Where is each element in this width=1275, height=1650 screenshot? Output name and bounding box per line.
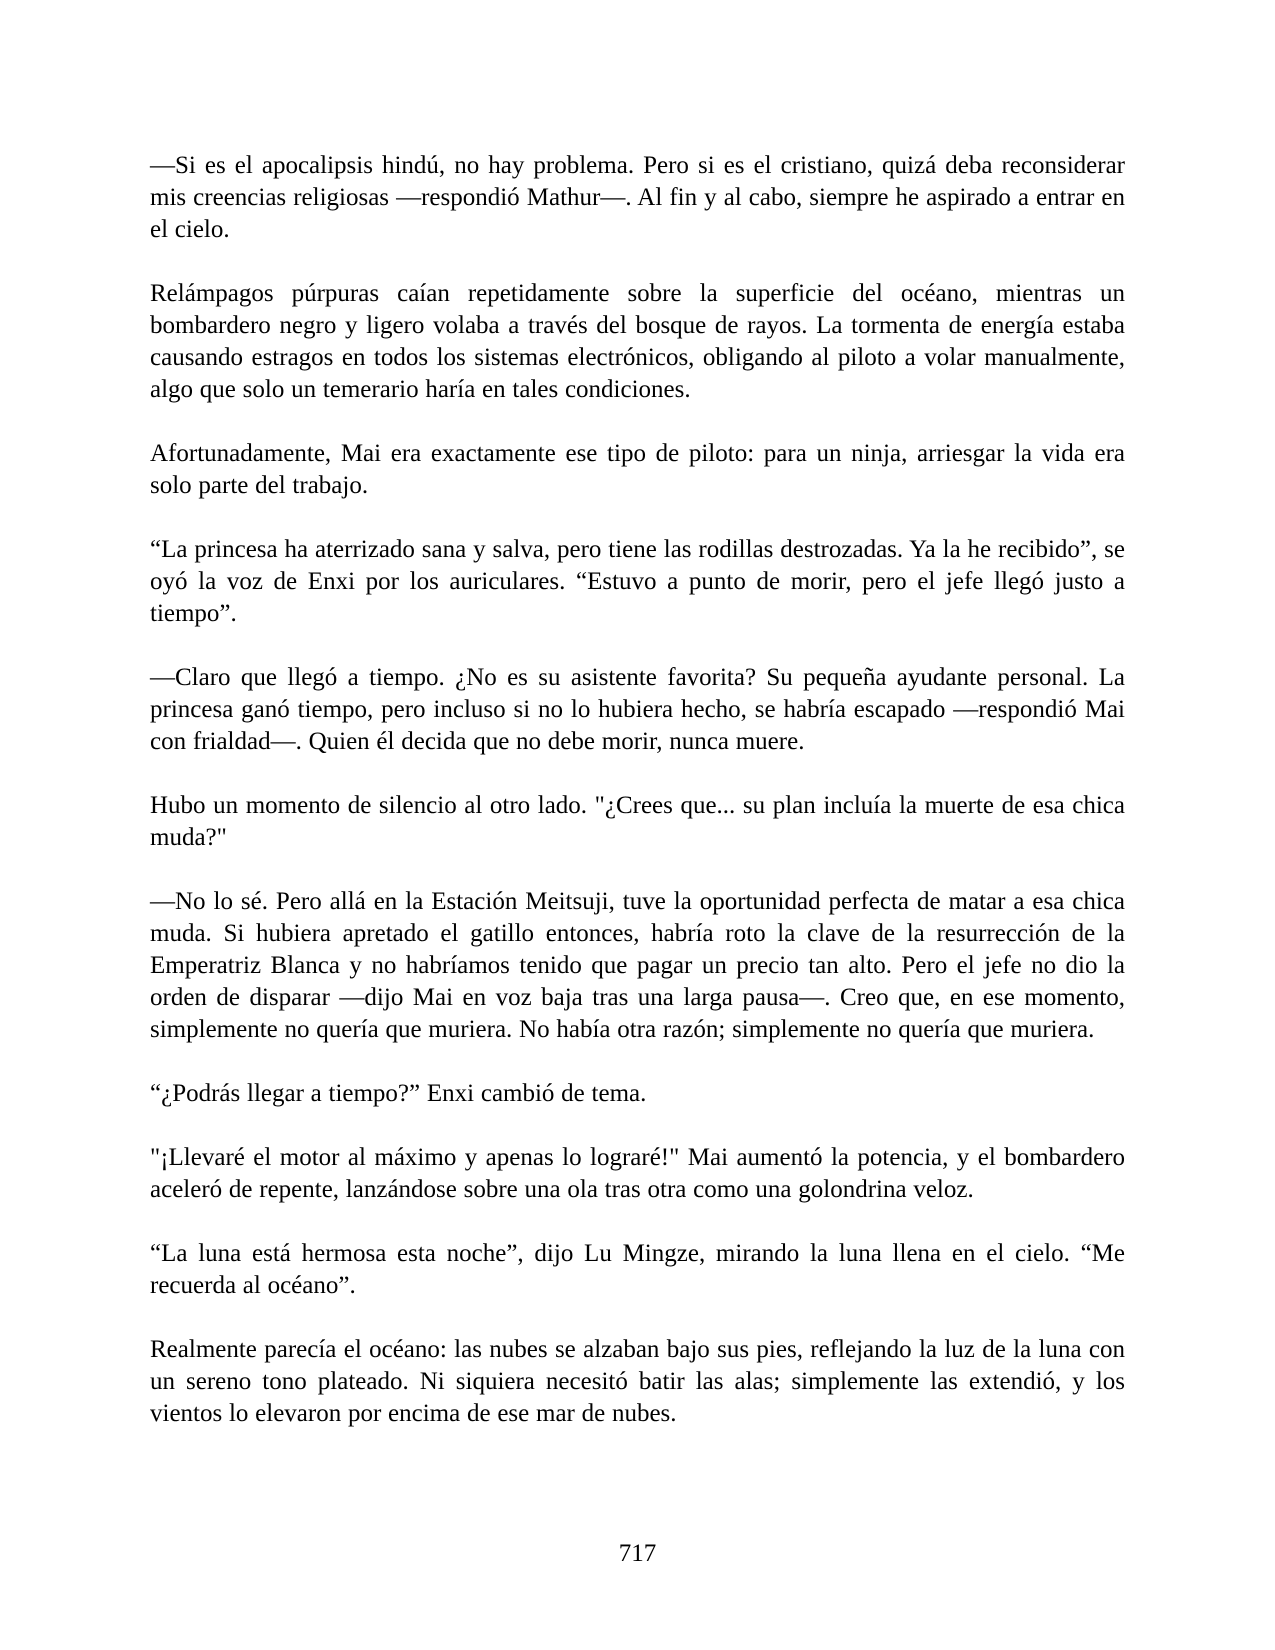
paragraph: Realmente parecía el océano: las nubes se alzaban bajo sus pies, reflejando la luz de la luna con un sereno tono plateado. Ni siquiera necesitó batir las alas; simplemente las extendió, y los vientos lo elevaron por encima de ese mar de nubes. bbox=[150, 1336, 1125, 1427]
paragraph: —No lo sé. Pero allá en la Estación Meitsuji, tuve la oportunidad perfecta de matar a esa chica muda. Si hubiera apretado el gatillo entonces, habría roto la clave de la resurrección de la Emperatriz Blanca y no habríamos tenido que pagar un precio tan alto. Pero el jefe no dio la orden de disparar —dijo Mai en voz baja tras una larga pausa—. Creo que, en ese momento, simplemente no quería que muriera. No había otra razón; simplemente no quería que muriera. bbox=[150, 888, 1125, 1043]
paragraph: Relámpagos púrpuras caían repetidamente sobre la superficie del océano, mientras un bombardero negro y ligero volaba a través del bosque de rayos. La tormenta de energía estaba causando estragos en todos los sistemas electrónicos, obligando al piloto a volar manualmente, algo que solo un temerario haría en tales condiciones. bbox=[150, 280, 1125, 403]
paragraph: —Claro que llegó a tiempo. ¿No es su asistente favorita? Su pequeña ayudante personal. La princesa ganó tiempo, pero incluso si no lo hubiera hecho, se habría escapado —respondió Mai con frialdad—. Quien él decida que no debe morir, nunca muere. bbox=[150, 664, 1125, 755]
paragraph: Hubo un momento de silencio al otro lado. "¿Crees que... su plan incluía la muerte de esa chica muda?" bbox=[150, 792, 1125, 851]
paragraph: —Si es el apocalipsis hindú, no hay problema. Pero si es el cristiano, quizá deba reconsiderar mis creencias religiosas —respondió Mathur—. Al fin y al cabo, siempre he aspirado a entrar en el cielo. bbox=[150, 152, 1125, 243]
paragraph: “La luna está hermosa esta noche”, dijo Lu Mingze, mirando la luna llena en el cielo. “Me recuerda al océano”. bbox=[150, 1240, 1125, 1299]
paragraph: "¡Llevaré el motor al máximo y apenas lo lograré!" Mai aumentó la potencia, y el bombardero aceleró de repente, lanzándose sobre una ola tras otra como una golondrina veloz. bbox=[150, 1144, 1125, 1203]
paragraph: “¿Podrás llegar a tiempo?” Enxi cambió de tema. bbox=[150, 1080, 647, 1107]
paragraph: Afortunadamente, Mai era exactamente ese tipo de piloto: para un ninja, arriesgar la vida era solo parte del trabajo. bbox=[150, 440, 1125, 499]
paragraph: “La princesa ha aterrizado sana y salva, pero tiene las rodillas destrozadas. Ya la he recibido”, se oyó la voz de Enxi por los auriculares. “Estuvo a punto de morir, pero el jefe llegó justo a tiempo”. bbox=[150, 536, 1125, 627]
page-text bbox=[150, 150, 1125, 1462]
page-number: 717 bbox=[618, 1540, 657, 1567]
